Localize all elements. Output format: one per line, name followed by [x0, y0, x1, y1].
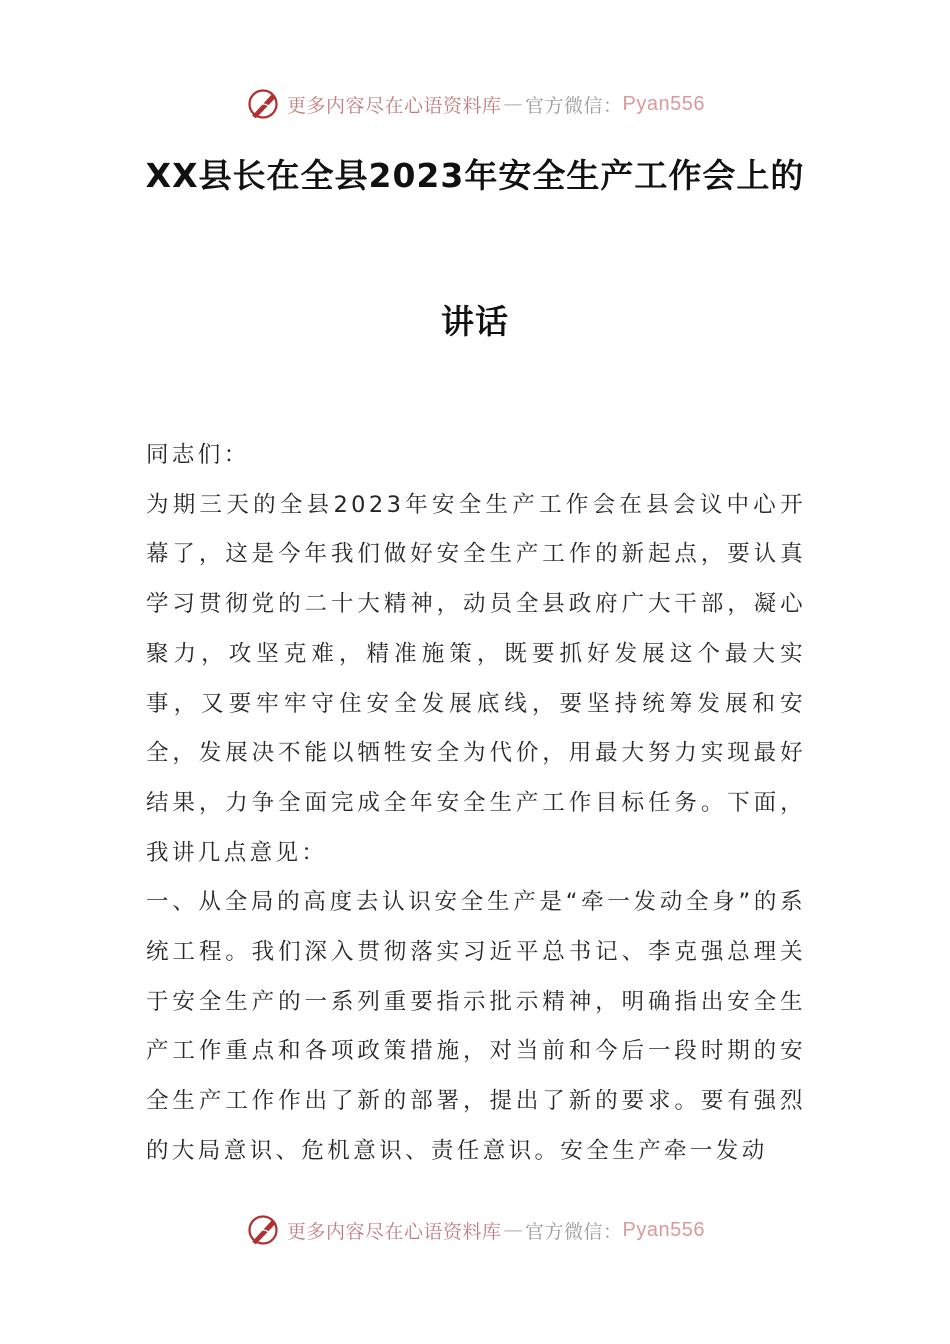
watermark-separator: — — [503, 1219, 524, 1241]
document-title-line-1: XX县长在全县2023年安全生产工作会上的 — [145, 156, 805, 195]
watermark-wechat-id: Pyan556 — [622, 1218, 705, 1241]
watermark-label: 官方微信： — [525, 1220, 623, 1243]
watermark-wechat-id: Pyan556 — [622, 92, 705, 115]
pen-logo-icon — [245, 86, 281, 122]
watermark-header — [0, 84, 950, 124]
watermark-footer — [0, 1210, 950, 1250]
paragraph-intro: 为期三天的全县2023年安全生产工作会在县会议中心开幕了，这是今年我们做好安全生产工作的新起点，要认真学习贯彻党的二十大精神，动员全县政府广大干部，凝心聚力，攻坚克难，精准施策，既要抓好发展这个最大实事，又要牢牢守住安全发展底线，要坚持统筹发展和安全，发展决不能以牺牲安全为代价，用最大努力实现最好结果，力争全面完成全年安全生产工作目标任务。下面，我讲几点意见： — [146, 491, 806, 866]
watermark-main-text: 更多内容尽在心语资料库 — [287, 1220, 502, 1243]
watermark-label: 官方微信： — [525, 94, 623, 117]
pen-logo-icon — [245, 1212, 281, 1248]
salutation: 同志们： — [146, 442, 250, 468]
watermark-separator: — — [503, 93, 524, 115]
document-body — [146, 431, 806, 1177]
watermark-main-text: 更多内容尽在心语资料库 — [287, 94, 502, 117]
paragraph-section-one: 一、从全局的高度去认识安全生产是“牵一发动全身”的系统工程。我们深入贯彻落实习近平总书记、李克强总理关于安全生产的一系列重要指示批示精神，明确指出安全生产工作重点和各项政策措施，对当前和今后一段时期的安全生产工作作出了新的部署，提出了新的要求。要有强烈的大局意识、危机意识、责任意识。安全生产牵一发动 — [146, 889, 806, 1164]
document-title-line-2: 讲话 — [441, 302, 509, 341]
